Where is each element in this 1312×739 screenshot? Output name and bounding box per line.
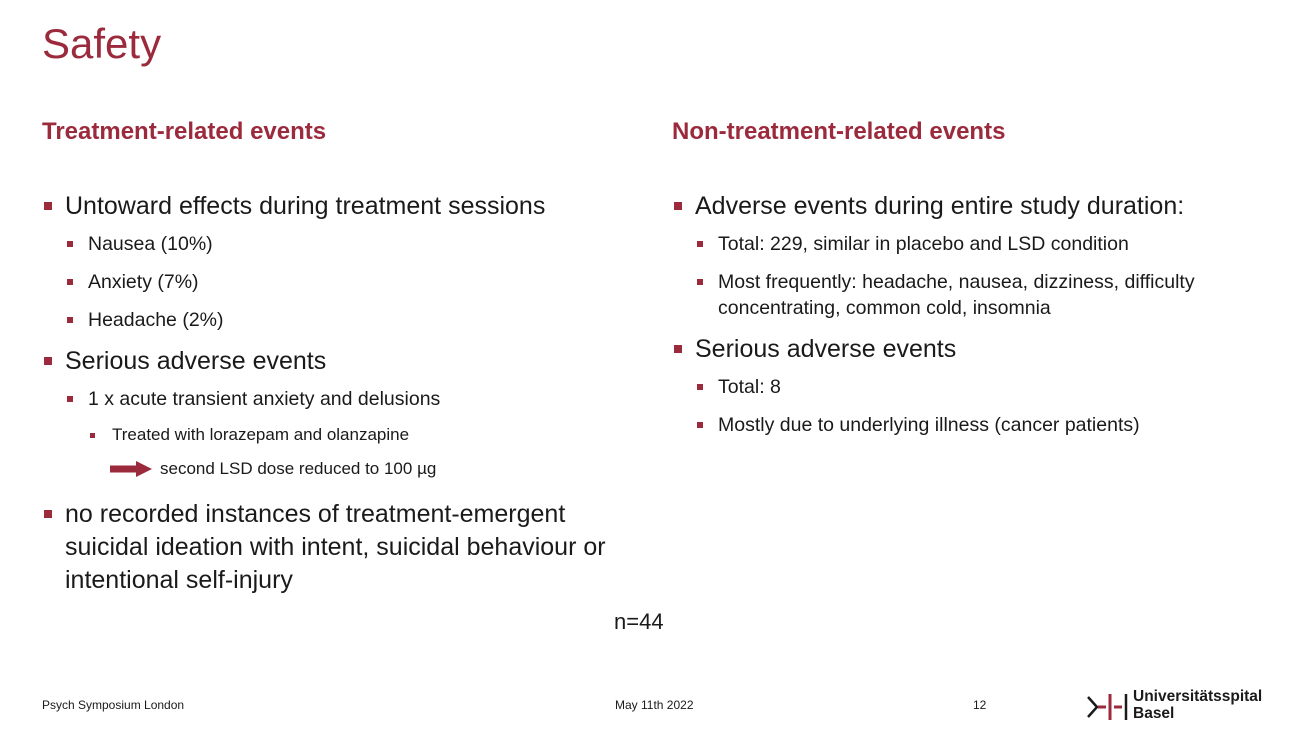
bullet-text: Headache (2%) (88, 309, 224, 331)
sub-bullet-headache (42, 307, 642, 333)
bullet-text: Nausea (10%) (88, 233, 213, 255)
sub-bullet-total-229 (672, 231, 1272, 257)
footer-date: May 11th 2022 (615, 698, 694, 712)
sub-bullet-most-frequently (672, 269, 1288, 321)
bullet-icon (67, 241, 73, 247)
bullet-text: Total: 8 (718, 376, 781, 398)
bullet-icon (44, 510, 52, 518)
bullet-text: Mostly due to underlying illness (cancer patients) (718, 414, 1140, 436)
bullet-icon (697, 279, 703, 285)
bullet-text: 1 x acute transient anxiety and delusions (88, 388, 441, 410)
bullet-no-suicidal-ideation (42, 498, 630, 597)
bullet-icon (674, 345, 682, 353)
bullet-text: Adverse events during entire study duration: (695, 192, 1185, 220)
footer-page-number: 12 (973, 698, 987, 712)
bullet-icon (674, 202, 682, 210)
sample-size-label: n=44 (614, 609, 664, 634)
bullet-icon (697, 384, 703, 390)
right-heading: Non-treatment-related events (672, 118, 1006, 145)
right-column (672, 190, 1272, 450)
bullet-serious-adverse-events (42, 345, 642, 378)
left-column (42, 190, 642, 605)
logo-text (1133, 688, 1262, 722)
bullet-text: Serious adverse events (65, 347, 327, 375)
bullet-adverse-events-duration (672, 190, 1272, 223)
sub-bullet-underlying-illness (672, 412, 1272, 438)
bullet-icon (44, 202, 52, 210)
arrow-note-text: second LSD dose reduced to 100 µg (160, 459, 437, 478)
bullet-text: Total: 229, similar in placebo and LSD condition (718, 233, 1129, 255)
sub-bullet-total-8 (672, 374, 1272, 400)
footer-event: Psych Symposium London (42, 698, 185, 712)
sub-bullet-nausea (42, 231, 642, 257)
left-heading: Treatment-related events (42, 118, 327, 145)
logo-line-2: Basel (1133, 705, 1175, 722)
bullet-icon (697, 422, 703, 428)
sub-sub-bullet-treated (42, 424, 642, 446)
bullet-text: Treated with lorazepam and olanzapine (112, 425, 410, 444)
bullet-icon (67, 396, 73, 402)
arrow-note (42, 458, 642, 480)
bullet-serious-adverse-events-right (672, 333, 1272, 366)
arrow-right-icon (110, 461, 152, 477)
logo-line-1: Universitätsspital (1133, 688, 1263, 705)
bullet-icon (90, 433, 95, 438)
sub-bullet-acute-anxiety (42, 386, 642, 412)
slide-title: Safety (42, 20, 162, 67)
bullet-text: Most frequently: headache, nausea, dizziness, difficulty concentrating, common cold, insomnia (718, 271, 1195, 319)
bullet-icon (67, 317, 73, 323)
bullet-text: no recorded instances of treatment-emergent suicidal ideation with intent, suicidal behaviour or intentional self-injury (65, 500, 606, 594)
bullet-text: Serious adverse events (695, 335, 957, 363)
sub-bullet-anxiety (42, 269, 642, 295)
bullet-text: Anxiety (7%) (88, 271, 199, 293)
bullet-untoward-effects (42, 190, 642, 223)
bullet-text: Untoward effects during treatment sessions (65, 192, 546, 220)
hospital-logo-icon (1086, 692, 1128, 722)
bullet-icon (44, 357, 52, 365)
university-hospital-logo (1086, 688, 1276, 726)
bullet-icon (697, 241, 703, 247)
bullet-icon (67, 279, 73, 285)
